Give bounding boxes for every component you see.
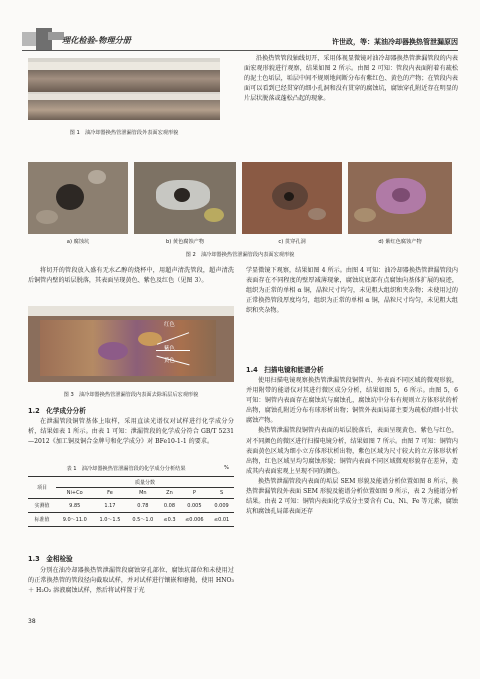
table-1-unit: %	[224, 465, 229, 471]
body-text: 将切开的管段放入盛有无水乙醇的烧杯中，用超声清洗管段，超声清洗后铜管内壁的垢层脱落，其表面呈现黄色、紫色及红色（见图 3）。	[28, 267, 234, 285]
figure-2c-label: c) 贯穿孔洞	[278, 239, 306, 245]
logo-mark-icon	[22, 28, 66, 50]
table-row-label: 标准值	[34, 517, 50, 523]
figure-2d-image	[348, 162, 452, 234]
body-text: 分别在油冷却器换热管泄漏管段腐蚀穿孔部位、腐蚀坑部位和未使用过的正常换热管的管段径向截取试样，并对试样进行镶嵌和磨抛，使用 HNO₃ ＋ H₂O₂ 溶液腐蚀试样，然后将试样置于光	[28, 567, 234, 595]
figure-3-caption: 图 3 油冷却器换热管泄漏管段内表面去除垢层后宏观形貌	[63, 392, 199, 398]
figure-2b-label: b) 黄色腐蚀产物	[165, 239, 205, 245]
figure-1-caption: 图 1 油冷却器换热管泄漏管段外表面宏观形貌	[69, 130, 179, 136]
table-cell: 0.005	[180, 499, 209, 513]
table-cell: 0.009	[209, 499, 234, 513]
table-column-header: S	[209, 488, 234, 499]
figure-3-label-purple: 紫色	[164, 346, 175, 352]
journal-name: 理化检验-物理分册	[62, 35, 131, 45]
figure-2d-label: d) 紫红色腐蚀产物	[378, 239, 422, 245]
figure-2a-label: a) 腐蚀坑	[66, 239, 90, 245]
table-cell: 0.78	[126, 499, 159, 513]
figure-3-label-yellow: 黄色	[164, 358, 175, 364]
table-column-header: Ni+Co	[56, 488, 93, 499]
section-heading-1-3: 1.3 金相检验	[28, 555, 73, 563]
figure-2b-image	[134, 162, 236, 234]
table-1-caption: 表 1 油冷却器换热管泄漏管段的化学成分分析结果	[66, 466, 186, 472]
journal-logo	[22, 30, 134, 50]
table-cell: ≤0.006	[185, 516, 204, 523]
header-rule	[22, 50, 458, 51]
section-heading-1-2: 1.2 化学成分分析	[28, 407, 86, 415]
section-heading-1-4: 1.4 扫描电镜和能谱分析	[246, 366, 324, 374]
body-text: 学显微镜下观察，结果如图 4 所示。由图 4 可知：油冷却器换热管泄漏管段内表面存在不同程度的壁厚减薄现象，腐蚀坑底部有点腐蚀向基体扩展的痕迹，组织为正常的单相 α 铜，晶粒尺寸均匀，未见粗大组织和夹杂物；未使用过的正常换热管段厚度均匀，组织为正常的单相 α 铜，晶粒尺寸均匀，未见粗大组织和夹杂物。	[246, 267, 458, 315]
table-cell: 9.85	[56, 499, 93, 513]
table-cell: 1.0～1.5	[99, 517, 121, 523]
table-cell: ≤0.3	[163, 516, 176, 523]
body-text: 换热管泄漏管段内表面的垢层 SEM 形貌及能谱分析位置如图 8 所示，换热管泄漏管段外表面 SEM 形貌及能谱分析位置如图 9 所示，表 2 为能谱分析结果。由表 2 可知：铜管内表面化学成分主要含有 Cu、Ni、Fe 等元素，腐蚀坑和腐蚀孔局部表面还存	[246, 477, 458, 516]
table-column-header: P	[180, 488, 209, 499]
page-number: 38	[28, 618, 36, 625]
table-cell: 0.08	[159, 499, 179, 513]
running-title: 许世政，等：某油冷却器换热管泄漏原因	[332, 38, 458, 46]
table-column-header: Mn	[126, 488, 159, 499]
table-header: 质量分数	[56, 477, 234, 488]
body-text: 沿换热管管段轴线切开，采用体视显微镜对油冷却器换热管泄漏管段的内表面宏观形貌进行观察，结果如图 2 所示。由图 2 可知：管段内表面附着有疏松的泥土色垢层，垢层中间不规则地间断分布有紫红色、黄色的产物；在管段内表面可以看到已经贯穿的细小孔洞和没有贯穿的腐蚀坑，腐蚀穿孔附近存在明显的片层状脱落或蓬松凸起的现象。	[244, 55, 458, 103]
figure-3-image	[28, 306, 234, 382]
body-text: 换热管泄漏管段铜管内表面的垢层脱落后，表面呈现黄色、紫色与红色，对不同颜色的微区进行扫描电镜分析，结果如图 7 所示。由图 7 可知：铜管内表面黄色区域为细小立方体形状析出物，紫色区域为尺寸较大的立方体形状析出物，红色区域呈均匀腐蚀形貌；铜管内表面不同区域微观形貌存在差异，造成其内表面宏观上呈现不同的颜色。	[246, 427, 458, 475]
table-header: 项目	[28, 477, 56, 499]
table-row	[28, 499, 234, 513]
figure-3-label-red: 红色	[164, 322, 175, 328]
table-cell: 0.5～1.0	[132, 517, 154, 523]
table-column-header: Fe	[93, 488, 126, 499]
table-cell: 9.0～11.0	[62, 517, 87, 523]
table-column-header: Zn	[159, 488, 179, 499]
figure-2c-image	[242, 162, 342, 234]
body-text: 在泄漏管段铜管基体上取样，采用直读光谱仪对试样进行化学成分分析，结果如表 1 所示。由表 1 可知：泄漏管段的化学成分符合 GB/T 5231—2012《加工铜及铜合金牌号和化学成分》对 BFe10-1-1 的要求。	[28, 418, 234, 446]
table-row-label: 实测值	[28, 499, 56, 513]
table-1	[28, 476, 234, 527]
body-text: 使用扫描电镜观察换热管泄漏管段铜管内、外表面不同区域的微观形貌，并用附带的能谱仪对其进行微区成分分析，结果如图 5，6 所示。由图 5，6 可知：铜管内表面存在腐蚀坑与腐蚀孔，腐蚀坑中分布有规则立方体形状的析出物，腐蚀孔附近分布有球形析出物；铜管外表面局部主要为疏松的细小针状腐蚀产物。	[246, 377, 458, 425]
figure-2-caption: 图 2 油冷却器换热管泄漏管段内表面宏观形貌	[185, 252, 295, 258]
table-cell: ≤0.01	[213, 516, 230, 523]
figure-2a-image	[28, 162, 128, 234]
table-cell: 1.17	[93, 499, 126, 513]
figure-1-image	[28, 58, 220, 120]
table-row	[28, 513, 234, 527]
